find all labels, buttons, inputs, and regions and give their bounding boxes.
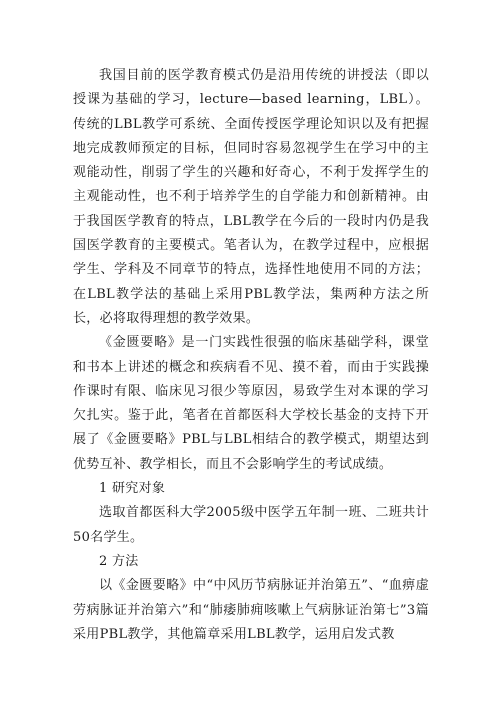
paragraph-jinkui: 《金匮要略》是一门实践性很强的临床基础学科，课堂和书本上讲述的概念和疾病看不见、摸不着，而由于实践操作课时有限、临床见习很少等原因，易致学生对本课的学习欠扎实。鉴于此，笔者在首都医科大学校长基金的支持下开展了《金匮要略》PBL与LBL相结合的教学模式，期望达到优势互补、教学相长，而且不会影响学生的考试成绩。 [73,335,429,472]
section-heading-subjects: 1 研究对象 [99,481,166,497]
paragraph-intro: 我国目前的医学教育模式仍是沿用传统的讲授法（即以授课为基础的学习，lecture—based learning，LBL）。传统的LBL教学可系统、全面传授医学理论知识以及有把握地完成教师预定的目标，但同时容易忽视学生在学习中的主观能动性，削弱了学生的兴趣和好奇心，不利于发挥学生的主观能动性，也不利于培养学生的自学能力和创新精神。由于我国医学教育的特点，LBL教学在今后的一段时内仍是我国医学教育的主要模式。笔者认为，在教学过程中，应根据学生、学科及不同章节的特点，选择性地使用不同的方法；在LBL教学法的基础上采用PBL教学法，集两种方法之所长，必将取得理想的教学效果。 [73,68,429,326]
document-body [73,64,429,647]
paragraph-methods: 以《金匮要略》中“中风历节病脉证并治第五”、“血痹虚劳病脉证并治第六”和“肺痿肺痈咳嗽上气病脉证治第七”3篇采用PBL教学，其他篇章采用LBL教学，运用启发式教 [73,578,429,642]
section-heading-methods: 2 方法 [99,553,139,569]
paragraph-subjects: 选取首都医科大学2005级中医学五年制一班、二班共计50名学生。 [73,505,429,545]
